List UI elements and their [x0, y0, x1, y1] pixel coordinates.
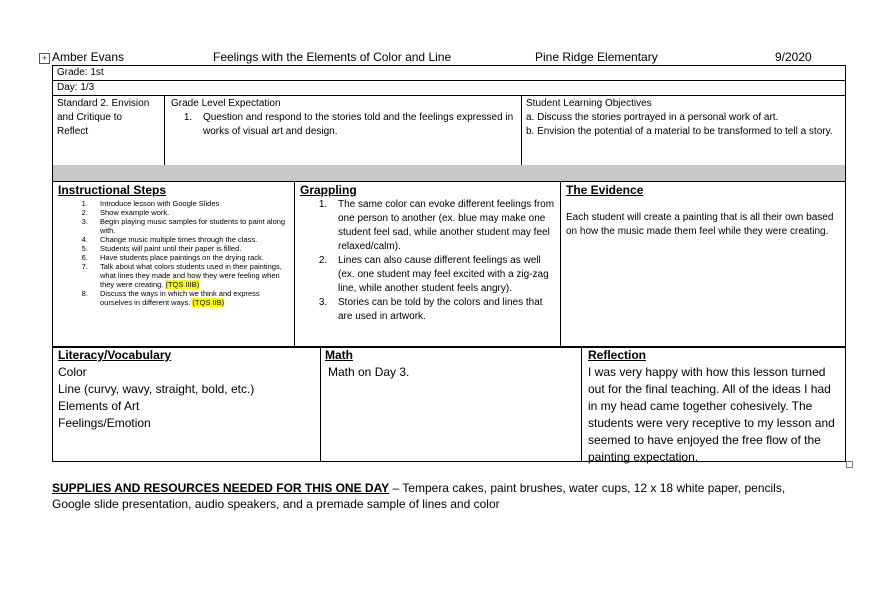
- divider: [560, 181, 561, 347]
- slo-item: b. Envision the potential of a material to be transformed to tell a story.: [526, 126, 833, 137]
- step-text: Discuss the ways in which we think and express ourselves in different ways.: [100, 289, 260, 307]
- table-resize-handle[interactable]: [846, 461, 853, 468]
- gle-cell: [171, 97, 516, 139]
- vocab-item: Elements of Art: [58, 399, 140, 413]
- school-name: Pine Ridge Elementary: [535, 50, 658, 64]
- day-label: Day: 1/3: [57, 82, 95, 93]
- step-item: [90, 262, 290, 289]
- slo-cell: [526, 97, 842, 139]
- gle-list: [171, 111, 516, 139]
- gle-item: 1. Question and respond to the stories told and the feelings expressed in works of visual art and design.: [195, 111, 516, 139]
- math-heading: Math: [325, 348, 353, 362]
- standard-line: and Critique to: [57, 112, 123, 123]
- step-item: [90, 289, 290, 307]
- instructional-steps-cell: [58, 183, 290, 307]
- lesson-title: Feelings with the Elements of Color and Line: [213, 50, 452, 64]
- vocab-item: Line (curvy, wavy, straight, bold, etc.): [58, 382, 255, 396]
- teacher-name: Amber Evans: [52, 50, 125, 64]
- reflection-heading: Reflection: [588, 348, 647, 362]
- step-text: Talk about what colors students used in their paintings, what lines they made and how they were feeling when they were creating.: [100, 262, 282, 289]
- divider: [521, 95, 522, 166]
- step-item: 5. Students will paint until their paper is filled.: [90, 244, 290, 253]
- slo-item: a. Discuss the stories portrayed in a personal work of art.: [526, 112, 779, 123]
- divider: [52, 80, 846, 81]
- table-move-handle[interactable]: +: [39, 53, 50, 64]
- tqs-tag: (TQS IIB): [192, 298, 225, 307]
- step-item: 1. Introduce lesson with Google Slides: [90, 199, 290, 208]
- instructional-steps-heading: Instructional Steps: [58, 183, 167, 197]
- step-item: 2. Show example work.: [90, 208, 290, 217]
- vocab-item: Color: [58, 365, 87, 379]
- gle-heading: Grade Level Expectation: [171, 98, 281, 109]
- supplies-label: SUPPLIES AND RESOURCES NEEDED FOR THIS ONE DAY: [52, 481, 390, 495]
- section-separator: [52, 165, 846, 181]
- evidence-text: Each student will create a painting that is all their own based on how the music made them feel while they were creating.: [566, 212, 834, 237]
- grappling-item: 2. Lines can also cause different feelings as well (ex. one student may feel excited with a zig-zag line, while another student feels angry).: [330, 254, 556, 296]
- supplies-text: – Tempera cakes, paint brushes, water cups, 12 x 18 white paper, pencils, Google slide presentation, audio speakers, and a premade sample of lines and color: [52, 481, 786, 511]
- grappling-heading: Grappling: [300, 183, 357, 197]
- grappling-list: [300, 198, 556, 324]
- lesson-date: 9/2020: [775, 50, 812, 64]
- math-text: Math on Day 3.: [328, 365, 410, 379]
- standard-line: Standard 2. Envision: [57, 98, 150, 109]
- step-item: 4. Change music multiple times through the class.: [90, 235, 290, 244]
- grappling-item: 3. Stories can be told by the colors and lines that are used in artwork.: [330, 296, 556, 324]
- grade-label: Grade: 1st: [57, 67, 104, 78]
- grappling-item: 1. The same color can evoke different feelings from one person to another (ex. blue may make one student feel sad, while another student may feel relaxed/calm).: [330, 198, 556, 254]
- supplies-paragraph: [52, 480, 822, 512]
- reflection-text: I was very happy with how this lesson turned out for the final teaching. All of the ideas I had in my head came together cohesively. The students were very receptive to my lesson and seemed to have enjoyed the free flow of the painting expectation.: [588, 365, 835, 464]
- standard-cell: [57, 97, 162, 139]
- step-item: 3. Begin playing music samples for students to paint along with.: [90, 217, 290, 235]
- divider: [320, 347, 321, 462]
- reflection-cell: [588, 347, 842, 466]
- step-item: 6. Have students place paintings on the drying rack.: [90, 253, 290, 262]
- literacy-heading: Literacy/Vocabulary: [58, 348, 172, 362]
- divider: [581, 347, 582, 462]
- standard-line: Reflect: [57, 126, 89, 137]
- evidence-cell: [566, 183, 838, 239]
- tqs-tag: (TQS IIIB): [165, 280, 200, 289]
- instructional-steps-list: [58, 199, 290, 307]
- math-cell: [325, 347, 577, 381]
- grappling-cell: [300, 183, 556, 324]
- literacy-cell: [58, 347, 316, 432]
- slo-heading: Student Learning Objectives: [526, 98, 652, 109]
- vocab-item: Feelings/Emotion: [58, 416, 151, 430]
- divider: [164, 95, 165, 166]
- divider: [294, 181, 295, 347]
- divider: [52, 95, 846, 96]
- evidence-heading: The Evidence: [566, 183, 644, 197]
